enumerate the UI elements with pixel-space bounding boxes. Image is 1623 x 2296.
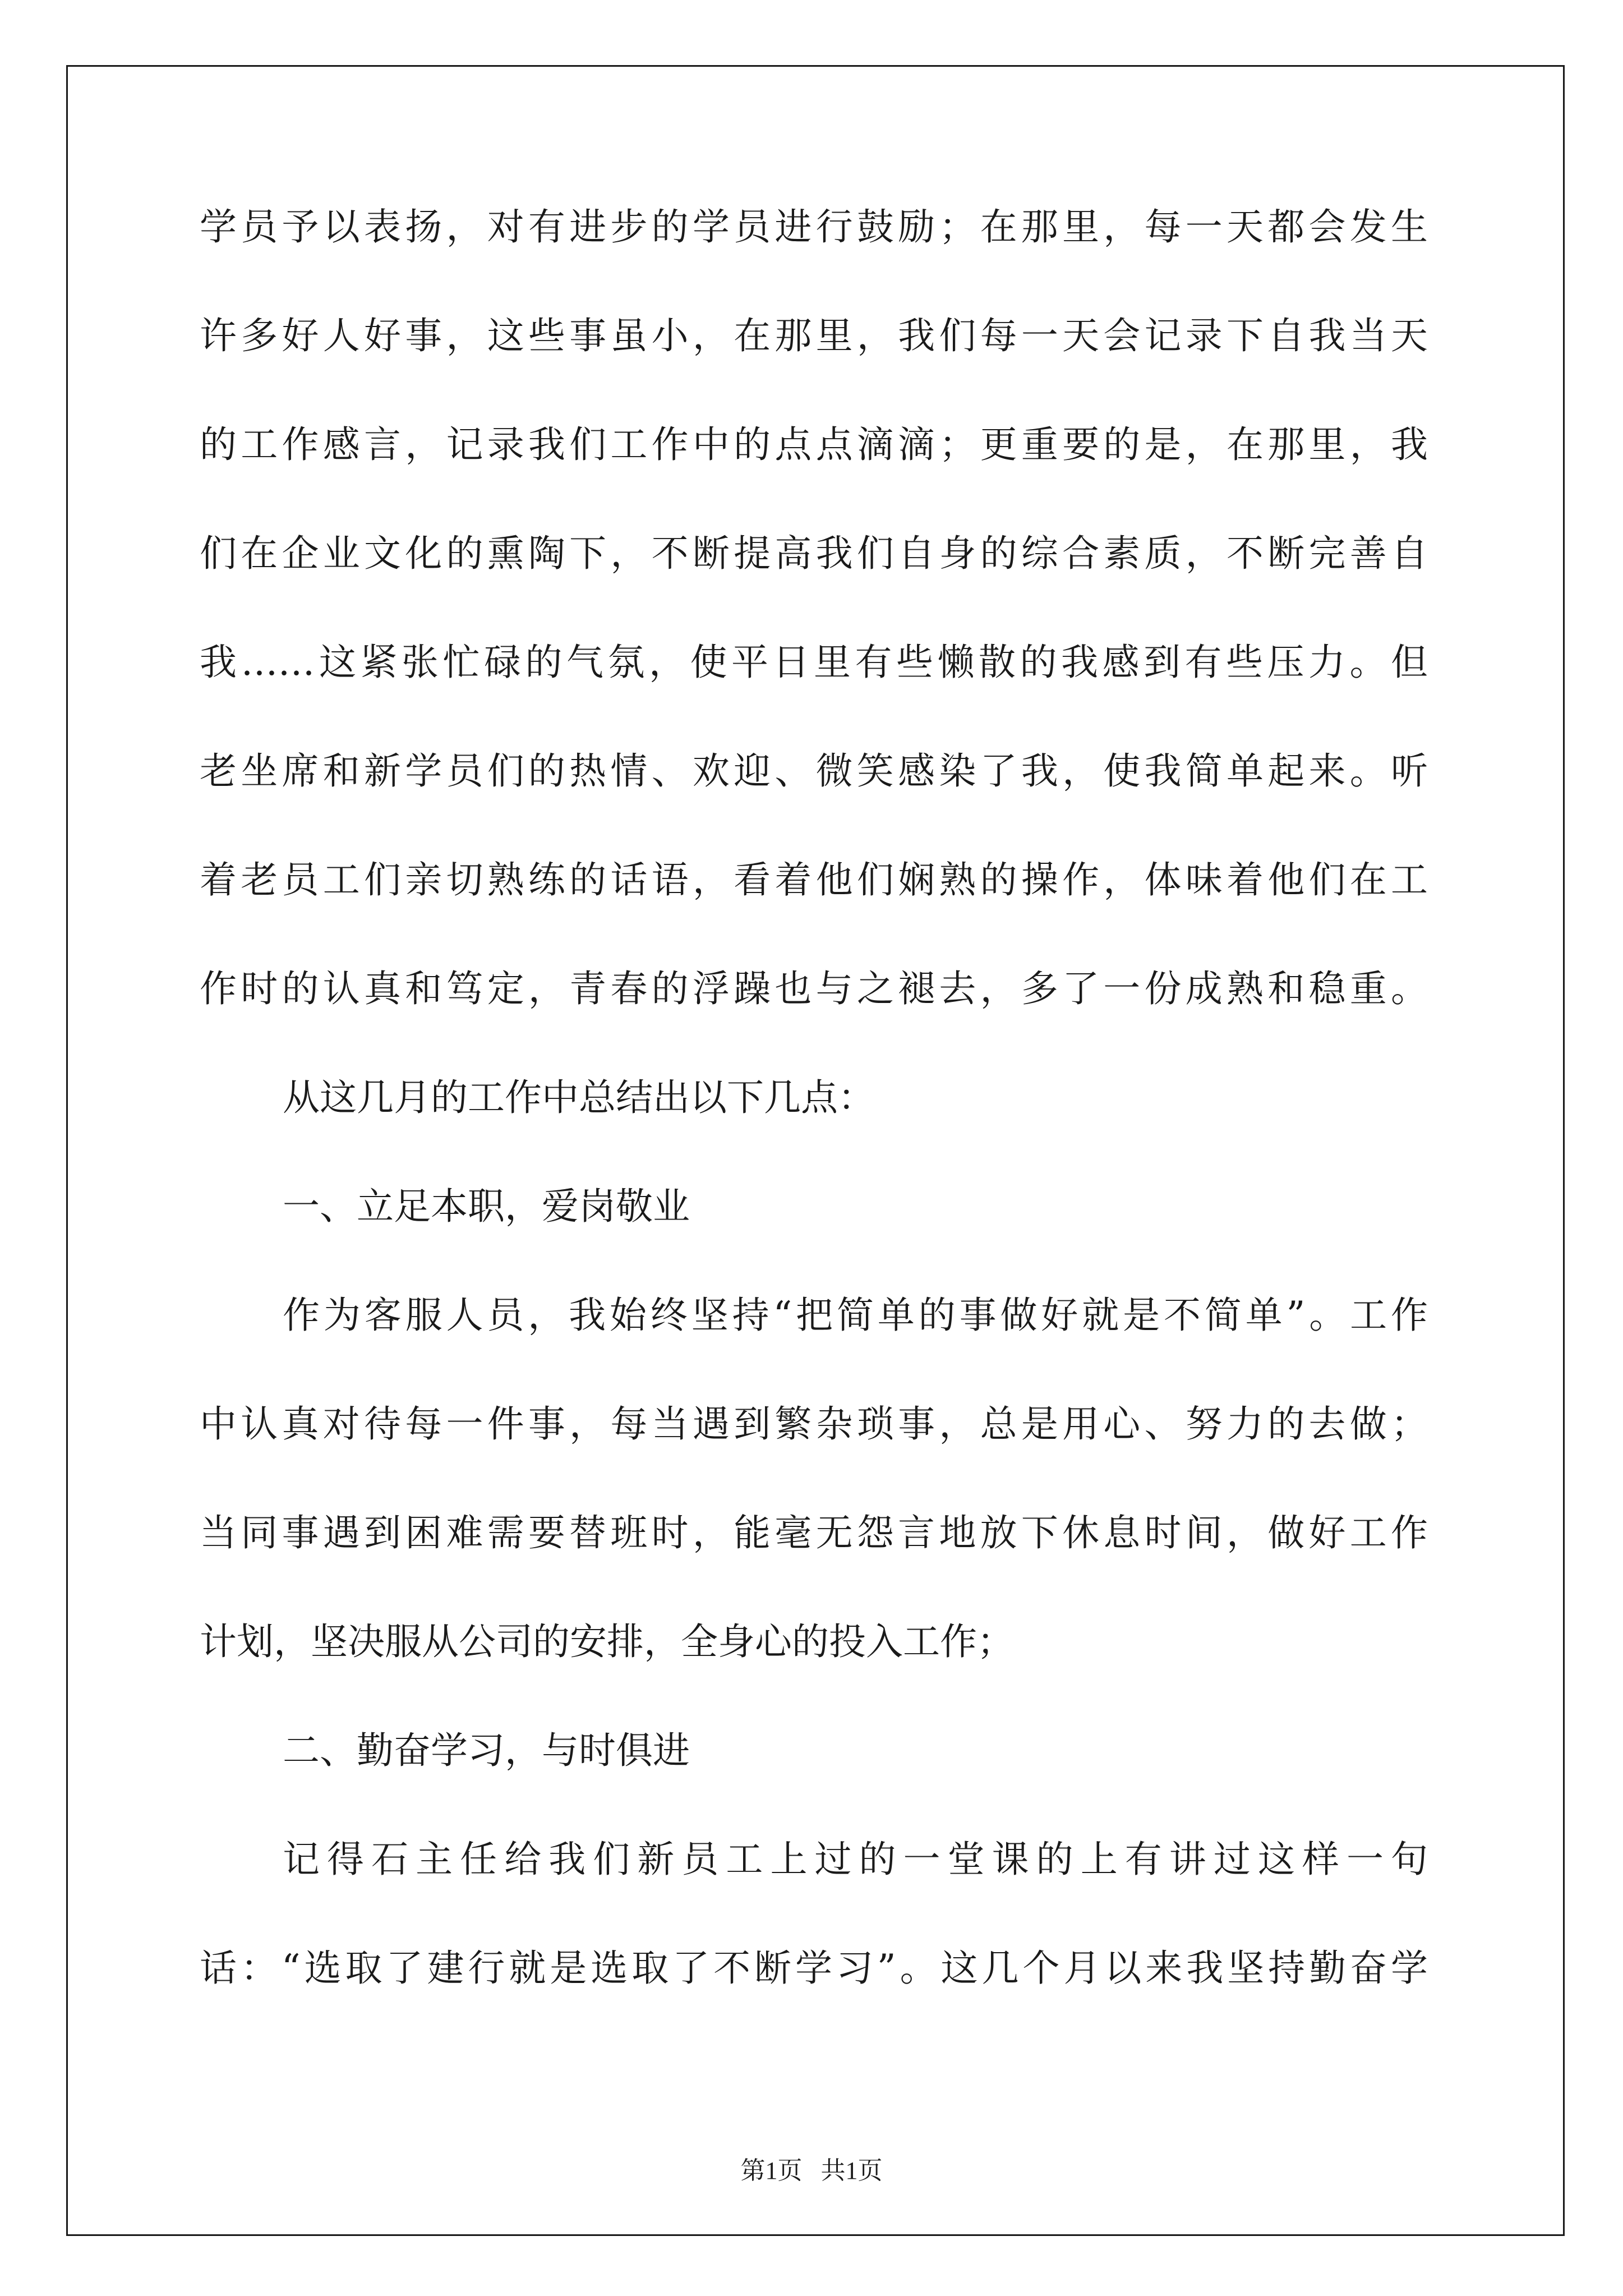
text-line: 计划，坚决服从公司的安排，全身心的投入工作； bbox=[200, 1620, 1014, 1663]
text-line: 话：“选取了建行就是选取了不断学习”。这几个月以来我坚持勤奋学 bbox=[200, 1947, 1428, 1990]
section-heading: 一、立足本职，爱岗敬业 bbox=[283, 1185, 690, 1228]
text-line: 作时的认真和笃定，青春的浮躁也与之褪去，多了一份成熟和稳重。 bbox=[200, 967, 1428, 1010]
text-line: 我……这紧张忙碌的气氛，使平日里有些懒散的我感到有些压力。但 bbox=[200, 641, 1428, 684]
text-line: 的工作感言，记录我们工作中的点点滴滴；更重要的是，在那里，我 bbox=[200, 423, 1428, 466]
text-line: 许多好人好事，这些事虽小，在那里，我们每一天会记录下自我当天 bbox=[200, 314, 1428, 357]
text-line: 们在企业文化的熏陶下，不断提高我们自身的综合素质，不断完善自 bbox=[200, 532, 1428, 575]
text-line: 中认真对待每一件事，每当遇到繁杂琐事，总是用心、努力的去做； bbox=[200, 1402, 1428, 1446]
text-line: 当同事遇到困难需要替班时，能毫无怨言地放下休息时间，做好工作 bbox=[200, 1511, 1428, 1554]
text-line: 老坐席和新学员们的热情、欢迎、微笑感染了我，使我简单起来。听 bbox=[200, 749, 1428, 793]
page-number-footer: 第1页 共1页 bbox=[740, 2157, 883, 2184]
text-line: 着老员工们亲切熟练的话语，看着他们娴熟的操作，体味着他们在工 bbox=[200, 858, 1428, 901]
text-line: 从这几月的工作中总结出以下几点： bbox=[283, 1076, 875, 1119]
document-body bbox=[200, 205, 1428, 2059]
text-line: 作为客服人员，我始终坚持“把简单的事做好就是不简单”。工作 bbox=[283, 1294, 1428, 1337]
section-heading: 二、勤奋学习，与时俱进 bbox=[283, 1729, 690, 1772]
text-line: 学员予以表扬，对有进步的学员进行鼓励；在那里，每一天都会发生 bbox=[200, 205, 1428, 249]
text-line: 记得石主任给我们新员工上过的一堂课的上有讲过这样一句 bbox=[283, 1838, 1428, 1881]
